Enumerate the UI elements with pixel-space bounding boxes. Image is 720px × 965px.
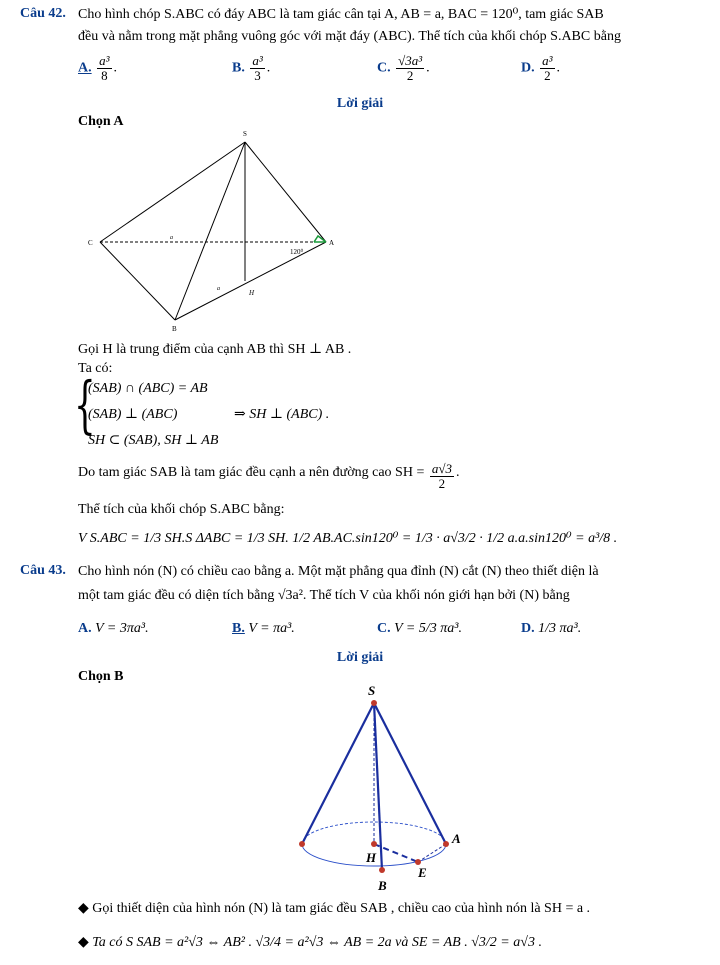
vertex-label-b: B [172,325,177,333]
system-line-1: (SAB) ∩ (ABC) = AB [88,381,208,396]
cone-label-e: E [418,865,427,880]
question-43-stem-line2: một tam giác đều có diện tích bằng √3a². Thể tích V của khối nón giới hạn bởi (N) bằng [78,588,570,603]
q42-option-d[interactable]: D. $\frac{\text{a³}}{2}$ . [521,53,561,83]
option-letter: C. [377,60,391,76]
cone-figure [290,680,470,895]
q43-option-a[interactable]: A. V = 3πa³. [78,621,149,636]
angle-label: 120⁰ [290,248,304,256]
answer-choice-43: Chọn B [78,669,124,684]
edge-label-a-1: a [170,235,173,241]
q43-bullet-1: ◆ Gọi thiết diện của hình nón (N) là tam giác đều SAB , chiều cao của hình nón là SH = a . [78,901,591,916]
q42-text-taco: Ta có: [78,361,113,376]
question-42-stem-line2: đều và nằm trong mặt phẳng vuông góc với mặt đáy (ABC). Thể tích của khối chóp S.ABC bằng [78,29,621,44]
pyramid-figure [82,128,342,333]
answer-choice-42: Chọn A [78,114,124,129]
cone-label-a: A [452,831,461,846]
cone-label-h: H [366,850,377,865]
system-brace: { [74,368,96,441]
q42-height-text: Do tam giác SAB là tam giác đều cạnh a nên đường cao SH = $\frac{a√3}{2}$ . [78,461,460,491]
q42-volume-intro: Thể tích của khối chóp S.ABC bằng: [78,502,285,517]
question-43-stem-line1: Cho hình nón (N) có chiều cao bằng a. Một mặt phẳng qua đỉnh (N) cắt (N) theo thiết diện là [78,564,599,579]
system-line-3: SH ⊂ (SAB), SH ⊥ AB [88,433,219,448]
q43-option-d[interactable]: D. 1/3 πa³. [521,621,582,636]
q43-bullet-2: ◆ Ta có S SAB = a²√3 ⇔ AB² . √3/4 = a²√3 ⇔ AB = 2a và SE = AB . √3/2 = a√3 . [78,935,542,950]
option-letter: A. [78,60,92,76]
solution-title-43: Lời giải [336,650,384,665]
question-42-stem-line1: Cho hình chóp S.ABC có đáy ABC là tam giác cân tại A, AB = a, BAC = 120⁰, tam giác SAB [78,7,604,22]
option-letter: B. [232,60,245,76]
bullet-icon: ◆ [78,935,89,950]
q42-option-c[interactable]: C. $\frac{\text{√3a³}}{2}$ . [377,53,430,83]
bullet-icon: ◆ [78,901,89,916]
option-letter: D. [521,60,535,76]
q43-option-b[interactable]: B. V = πa³. [232,621,295,636]
cone-label-b: B [378,878,387,893]
vertex-label-c: C [88,239,93,247]
system-line-2: (SAB) ⊥ (ABC) [88,407,178,422]
vertex-label-a: A [329,239,335,247]
question-43-number: Câu 43. [20,563,66,578]
system-result: ⇒ SH ⊥ (ABC) . [234,407,330,422]
cone-label-s: S [368,683,376,698]
q43-option-c[interactable]: C. V = 5/3 πa³. [377,621,462,636]
q42-volume-formula: V S.ABC = 1/3 SH.S ΔABC = 1/3 SH. 1/2 AB.AC.sin120⁰ = 1/3 · a√3/2 · 1/2 a.a.sin120⁰ = a³/8 . [78,531,618,546]
edge-label-a-2: a [217,286,220,292]
question-42-number: Câu 42. [20,6,66,21]
q42-text-midpoint: Gọi H là trung điểm của cạnh AB thì SH ⊥ AB . [78,342,352,357]
q42-option-b[interactable]: B. $\frac{\text{a³}}{3}$ . [232,53,271,83]
q42-option-a[interactable]: A. $\frac{\text{a³}}{8}$ . [78,53,118,83]
point-label-h: H [249,289,255,297]
solution-title-42: Lời giải [336,96,384,111]
vertex-label-s: S [243,130,247,138]
